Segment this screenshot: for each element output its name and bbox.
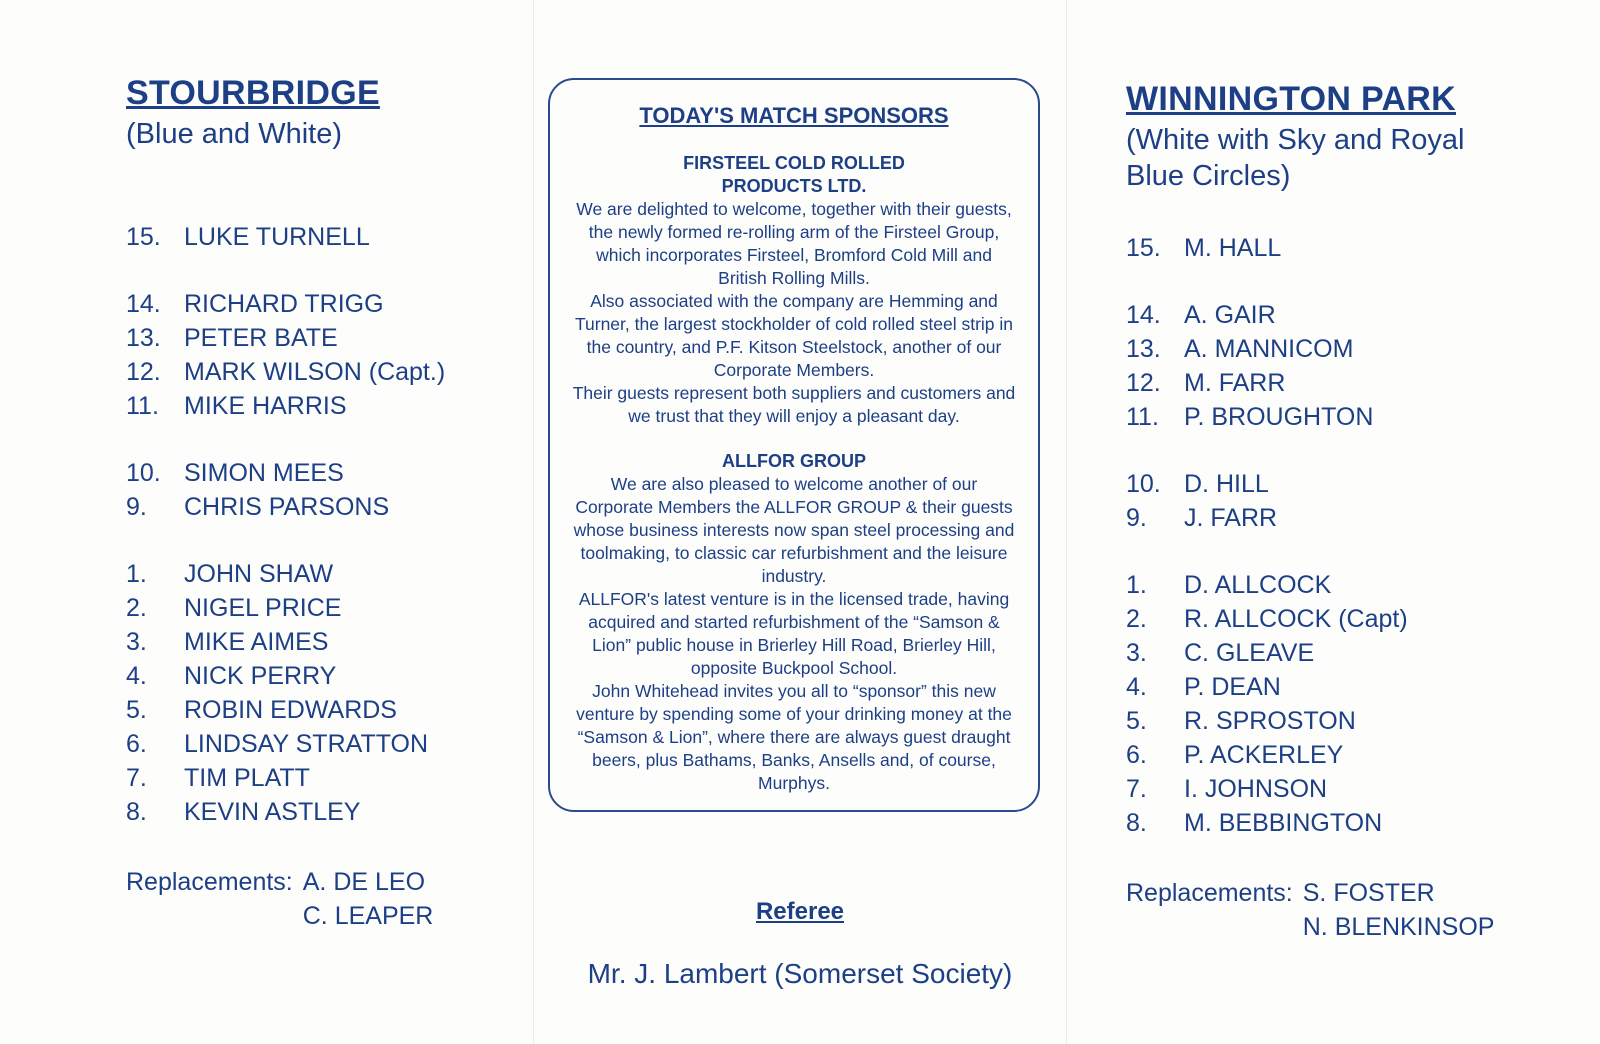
player-name: NIGEL PRICE xyxy=(184,594,342,622)
text-line: We are delighted to welcome, together with their guests, xyxy=(576,199,1012,219)
player-row xyxy=(1126,670,1566,704)
sponsor-1-name xyxy=(556,152,1032,198)
player-number: 13. xyxy=(1126,335,1161,363)
away-team-colours-line: Blue Circles) xyxy=(1126,160,1291,192)
player-number: 11. xyxy=(126,392,159,420)
player-row xyxy=(126,490,506,524)
player-name: PETER BATE xyxy=(184,324,338,352)
player-row xyxy=(1126,704,1566,738)
player-number: 12. xyxy=(1126,369,1161,397)
text-line: Corporate Members the ALLFOR GROUP & their guests xyxy=(575,497,1013,517)
player-number: 15. xyxy=(126,223,161,251)
sponsor-1-name-line: FIRSTEEL COLD ROLLED xyxy=(683,153,905,173)
text-line: we trust that they will enjoy a pleasant day. xyxy=(628,406,960,426)
player-name: R. SPROSTON xyxy=(1184,707,1356,735)
player-number: 8. xyxy=(1126,809,1147,837)
player-row xyxy=(126,795,506,829)
player-name: ROBIN EDWARDS xyxy=(184,696,397,724)
away-team-column xyxy=(1126,80,1566,944)
player-name: NICK PERRY xyxy=(184,662,337,690)
fold-line-left xyxy=(533,0,534,1044)
player-row xyxy=(1126,738,1566,772)
text-line: Their guests represent both suppliers and customers and xyxy=(572,383,1016,403)
player-name: D. ALLCOCK xyxy=(1184,571,1332,599)
player-row xyxy=(126,625,506,659)
player-number: 5. xyxy=(1126,707,1147,735)
player-number: 1. xyxy=(126,560,147,588)
player-row xyxy=(126,220,506,254)
replacement-name: N. BLENKINSOP xyxy=(1302,913,1495,941)
player-row xyxy=(1126,636,1566,670)
player-number: 13. xyxy=(126,324,161,352)
player-row xyxy=(126,389,506,423)
away-replacements xyxy=(1126,876,1566,944)
away-team-colours-line: (White with Sky and Royal xyxy=(1126,124,1465,156)
player-name: LUKE TURNELL xyxy=(184,223,370,251)
player-row xyxy=(126,693,506,727)
player-number: 15. xyxy=(1126,234,1161,262)
home-replacements xyxy=(126,865,506,933)
player-number: 11. xyxy=(1126,403,1159,431)
player-row xyxy=(1126,467,1566,501)
player-name: CHRIS PARSONS xyxy=(184,493,390,521)
player-row xyxy=(1126,400,1566,434)
text-line: “Samson & Lion”, where there are always guest draught xyxy=(577,727,1011,747)
player-number: 2. xyxy=(1126,605,1147,633)
player-name: A. MANNICOM xyxy=(1184,335,1354,363)
player-name: MIKE AIMES xyxy=(184,628,329,656)
text-line: venture by spending some of your drinking money at the xyxy=(576,704,1012,724)
text-line: beers, plus Bathams, Banks, Ansells and, of course, xyxy=(592,750,996,770)
player-name: MIKE HARRIS xyxy=(184,392,347,420)
text-line: Also associated with the company are Hemming and xyxy=(590,291,998,311)
text-line: British Rolling Mills. xyxy=(718,268,870,288)
referee-name: Mr. J. Lambert (Somerset Society) xyxy=(587,958,1013,989)
player-number: 14. xyxy=(126,290,161,318)
player-number: 6. xyxy=(1126,741,1147,769)
player-row xyxy=(1126,231,1566,265)
text-line: Murphys. xyxy=(758,773,830,793)
player-name: P. DEAN xyxy=(1184,673,1281,701)
player-name: I. JOHNSON xyxy=(1184,775,1328,803)
player-number: 7. xyxy=(126,764,147,792)
player-number: 6. xyxy=(126,730,147,758)
player-number: 9. xyxy=(1126,504,1147,532)
player-name: TIM PLATT xyxy=(184,764,310,792)
sponsors-box xyxy=(548,78,1040,812)
away-team-colours xyxy=(1126,122,1566,194)
text-line: John Whitehead invites you all to “sponsor” this new xyxy=(592,681,996,701)
player-name: MARK WILSON (Capt.) xyxy=(184,358,446,386)
player-name: J. FARR xyxy=(1184,504,1278,532)
text-line: industry. xyxy=(761,566,827,586)
replacement-name: S. FOSTER xyxy=(1302,879,1435,907)
player-row xyxy=(1126,332,1566,366)
text-line: Corporate Members. xyxy=(713,360,875,380)
text-line: ALLFOR's latest venture is in the licensed trade, having xyxy=(578,589,1010,609)
text-line: acquired and started refurbishment of the “Samson & xyxy=(588,612,1000,632)
sponsor-2-text xyxy=(556,473,1032,795)
sponsor-1-name-line: PRODUCTS LTD. xyxy=(721,176,867,196)
text-line: the newly formed re-rolling arm of the Firsteel Group, xyxy=(588,222,1000,242)
player-number: 9. xyxy=(126,493,147,521)
player-number: 4. xyxy=(126,662,147,690)
player-name: P. ACKERLEY xyxy=(1184,741,1344,769)
sponsor-1-text xyxy=(556,198,1032,428)
text-line: We are also pleased to welcome another of our xyxy=(610,474,978,494)
player-number: 12. xyxy=(126,358,161,386)
replacement-name: C. LEAPER xyxy=(302,902,434,930)
player-row xyxy=(126,557,506,591)
player-name: SIMON MEES xyxy=(184,459,344,487)
home-roster xyxy=(126,220,506,829)
player-number: 3. xyxy=(126,628,147,656)
player-row xyxy=(1126,772,1566,806)
player-name: A. GAIR xyxy=(1184,301,1276,329)
text-line: opposite Buckpool School. xyxy=(690,658,898,678)
player-row xyxy=(126,456,506,490)
player-row xyxy=(1126,298,1566,332)
player-number: 5. xyxy=(126,696,147,724)
player-name: M. HALL xyxy=(1184,234,1282,262)
replacements-label: Replacements: xyxy=(1126,879,1293,907)
player-row xyxy=(126,591,506,625)
player-row xyxy=(1126,501,1566,535)
player-row xyxy=(1126,806,1566,840)
player-row xyxy=(126,287,506,321)
player-name: KEVIN ASTLEY xyxy=(184,798,361,826)
player-name: JOHN SHAW xyxy=(184,560,334,588)
player-name: R. ALLCOCK (Capt) xyxy=(1184,605,1408,633)
player-name: P. BROUGHTON xyxy=(1184,403,1374,431)
player-name: M. FARR xyxy=(1184,369,1286,397)
player-number: 4. xyxy=(1126,673,1147,701)
away-roster xyxy=(1126,231,1566,840)
player-number: 1. xyxy=(1126,571,1147,599)
player-number: 3. xyxy=(1126,639,1147,667)
player-number: 14. xyxy=(1126,301,1161,329)
player-row xyxy=(126,355,506,389)
player-number: 8. xyxy=(126,798,147,826)
player-name: C. GLEAVE xyxy=(1184,639,1315,667)
text-line: Turner, the largest stockholder of cold rolled steel strip in xyxy=(574,314,1014,334)
player-row xyxy=(1126,568,1566,602)
player-row xyxy=(1126,366,1566,400)
home-team-column xyxy=(126,74,506,933)
home-team-colours: (Blue and White) xyxy=(126,118,342,150)
home-team-name: STOURBRIDGE xyxy=(126,74,380,112)
away-team-name: WINNINGTON PARK xyxy=(1126,80,1457,118)
player-name: RICHARD TRIGG xyxy=(184,290,384,318)
player-row xyxy=(126,761,506,795)
player-row xyxy=(1126,602,1566,636)
sponsor-2-name: ALLFOR GROUP xyxy=(722,451,866,471)
text-line: Lion” public house in Brierley Hill Road, Brierley Hill, xyxy=(592,635,996,655)
player-row xyxy=(126,727,506,761)
replacements-label: Replacements: xyxy=(126,868,293,896)
text-line: whose business interests now span steel processing and xyxy=(573,520,1015,540)
player-name: D. HILL xyxy=(1184,470,1269,498)
player-number: 7. xyxy=(1126,775,1147,803)
player-row xyxy=(126,659,506,693)
fold-line-right xyxy=(1066,0,1067,1044)
text-line: which incorporates Firsteel, Bromford Cold Mill and xyxy=(596,245,992,265)
player-number: 10. xyxy=(1126,470,1161,498)
player-name: M. BEBBINGTON xyxy=(1184,809,1383,837)
player-number: 10. xyxy=(126,459,161,487)
replacement-name: A. DE LEO xyxy=(302,868,426,896)
player-row xyxy=(126,321,506,355)
text-line: toolmaking, to classic car refurbishment and the leisure xyxy=(580,543,1008,563)
referee-heading: Referee xyxy=(755,898,845,925)
player-number: 2. xyxy=(126,594,147,622)
player-name: LINDSAY STRATTON xyxy=(184,730,429,758)
sponsors-title: TODAY'S MATCH SPONSORS xyxy=(639,103,949,128)
text-line: the country, and P.F. Kitson Steelstock, another of our xyxy=(586,337,1002,357)
